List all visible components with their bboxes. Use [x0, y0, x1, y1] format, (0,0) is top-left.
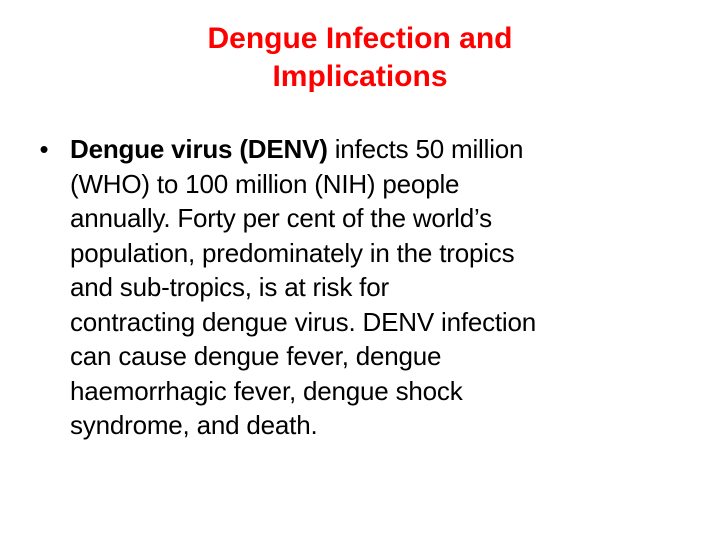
- bullet-line-1: [70, 132, 690, 167]
- slide-body: [30, 132, 690, 443]
- bullet-item: [30, 132, 690, 443]
- bullet-line-4: population, predominately in the tropics: [70, 237, 515, 268]
- bold-term: Dengue virus (DENV): [70, 134, 328, 164]
- bullet-line-5: and sub-tropics, is at risk for: [70, 272, 389, 302]
- bullet-line-9: syndrome, and death.: [70, 410, 318, 440]
- bullet-line-1-rest: infects 50 million: [327, 134, 524, 164]
- bullet-line-2: (WHO) to 100 million (NIH) people: [70, 168, 460, 199]
- bullet-line-6: contracting dengue virus. DENV infection: [70, 306, 537, 337]
- bullet-line-7: can cause dengue fever, dengue: [70, 341, 442, 371]
- slide-title-line-1: Dengue Infection and: [207, 22, 513, 55]
- bullet-line-8: haemorrhagic fever, dengue shock: [70, 375, 463, 406]
- slide-title: [60, 20, 660, 96]
- slide-title-line-2: Implications: [272, 60, 448, 93]
- bullet-point-icon: •: [39, 134, 49, 164]
- bullet-line-3: annually. Forty per cent of the world’s: [70, 203, 492, 233]
